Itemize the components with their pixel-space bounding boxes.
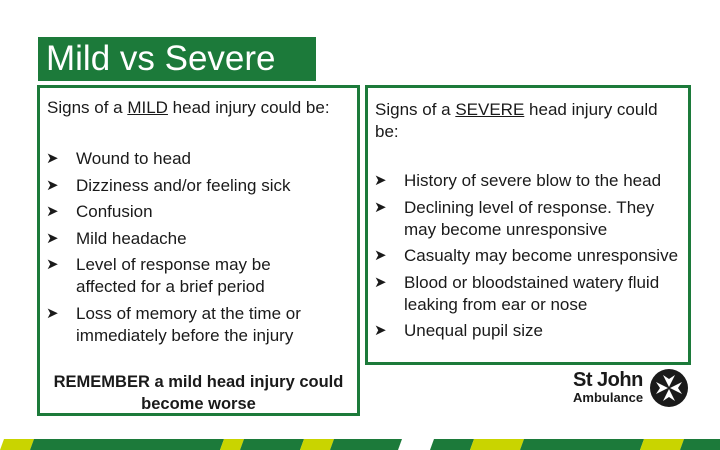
severe-heading xyxy=(375,99,680,143)
severe-heading-suffix: head injury could be: xyxy=(375,100,658,141)
severe-signs-list xyxy=(368,170,683,347)
mild-signs-list xyxy=(40,148,330,352)
arrow-bullet-icon: ➤ xyxy=(374,172,387,189)
list-item: ➤ Level of response may be affected for a brief period xyxy=(46,255,271,297)
list-item: ➤ Blood or bloodstained watery fluid leaking from ear or nose xyxy=(374,272,660,314)
logo-line-2: Ambulance xyxy=(573,390,644,405)
list-item: ➤ Mild headache xyxy=(46,228,187,248)
maltese-cross-icon xyxy=(649,368,689,408)
remember-note: REMEMBER a mild head injury could become worse xyxy=(53,373,344,413)
severe-heading-keyword: SEVERE xyxy=(455,100,525,119)
slide-title: Mild vs Severe xyxy=(38,37,316,81)
list-item: ➤ Loss of memory at the time or immediately before the injury xyxy=(46,303,301,345)
mild-heading xyxy=(47,97,330,119)
bottom-stripe xyxy=(0,439,720,450)
arrow-bullet-icon: ➤ xyxy=(46,150,59,167)
mild-heading-prefix: Signs of a xyxy=(47,98,128,117)
severe-heading-prefix: Signs of a xyxy=(375,100,456,119)
arrow-bullet-icon: ➤ xyxy=(46,256,59,274)
arrow-bullet-icon: ➤ xyxy=(46,304,59,322)
logo-wordmark xyxy=(573,370,643,405)
arrow-bullet-icon: ➤ xyxy=(46,203,59,221)
arrow-bullet-icon: ➤ xyxy=(46,176,59,194)
list-item: ➤ Unequal pupil size xyxy=(374,321,543,341)
arrow-bullet-icon: ➤ xyxy=(374,198,387,216)
arrow-bullet-icon: ➤ xyxy=(374,273,387,291)
list-item: ➤ History of severe blow to the head xyxy=(374,171,662,190)
list-item: ➤ Wound to head xyxy=(46,149,191,168)
list-item: ➤ Dizziness and/or feeling sick xyxy=(46,175,291,195)
list-item: ➤ Declining level of response. They may become unresponsive xyxy=(374,197,655,239)
list-item: ➤ Confusion xyxy=(46,202,153,222)
severe-signs-panel xyxy=(365,85,691,365)
st-john-ambulance-logo xyxy=(573,368,713,412)
arrow-bullet-icon: ➤ xyxy=(374,247,387,265)
arrow-bullet-icon: ➤ xyxy=(46,229,59,247)
mild-signs-panel xyxy=(37,85,360,416)
list-item: ➤ Casualty may become unresponsive xyxy=(374,246,679,266)
logo-line-1: St John xyxy=(573,369,643,391)
mild-heading-keyword: MILD xyxy=(127,98,168,117)
arrow-bullet-icon: ➤ xyxy=(374,322,387,340)
mild-heading-suffix: head injury could be: xyxy=(167,98,330,117)
